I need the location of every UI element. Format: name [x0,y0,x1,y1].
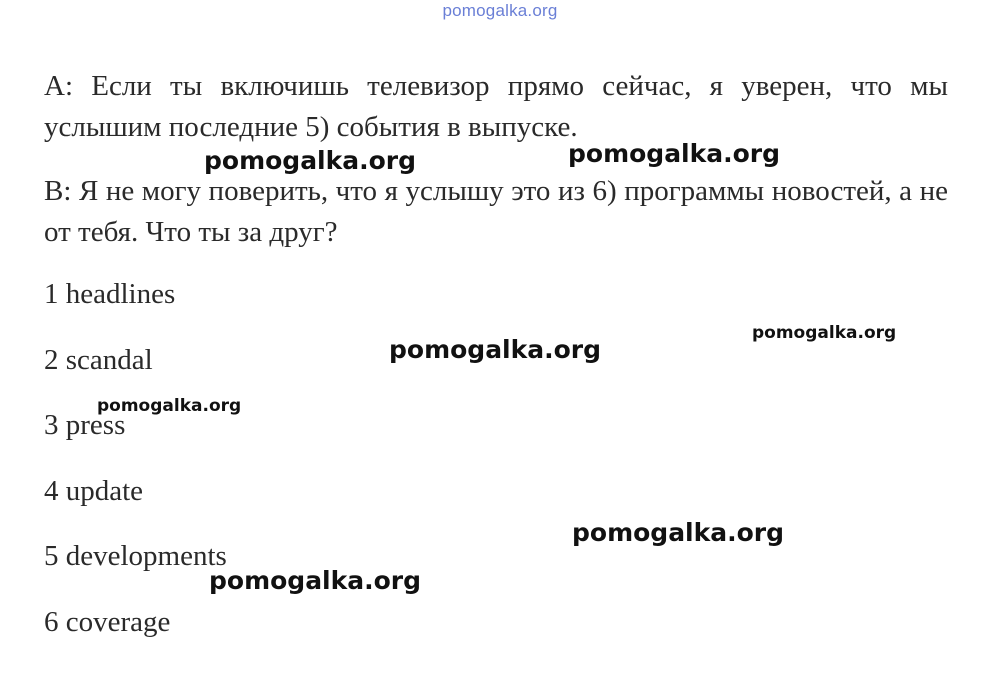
watermark: pomogalka.org [752,323,897,343]
watermark: pomogalka.org [209,566,422,595]
dialogue-line-a: A: Если ты включишь телевизор прямо сейчас, я уверен, что мы услышим последние 5) события в выпуске. [44,70,948,143]
watermark: pomogalka.org [204,146,417,175]
dialogue-line-b: B: Я не могу поверить, что я услышу это из 6) программы новостей, а не от тебя. Что ты за друг? [44,175,948,248]
watermark: pomogalka.org [97,396,242,416]
header-site-url: pomogalka.org [442,1,558,20]
option-item: 2 scandal [44,343,153,376]
option-item: 5 developments [44,540,227,573]
options-list [44,274,227,668]
option-item: 4 update [44,474,144,507]
option-item: 3 press [44,409,126,442]
watermark: pomogalka.org [389,335,602,364]
watermark: pomogalka.org [572,518,785,547]
option-item: 1 headlines [44,278,176,310]
watermark: pomogalka.org [568,139,781,168]
option-item: 6 coverage [44,605,171,638]
